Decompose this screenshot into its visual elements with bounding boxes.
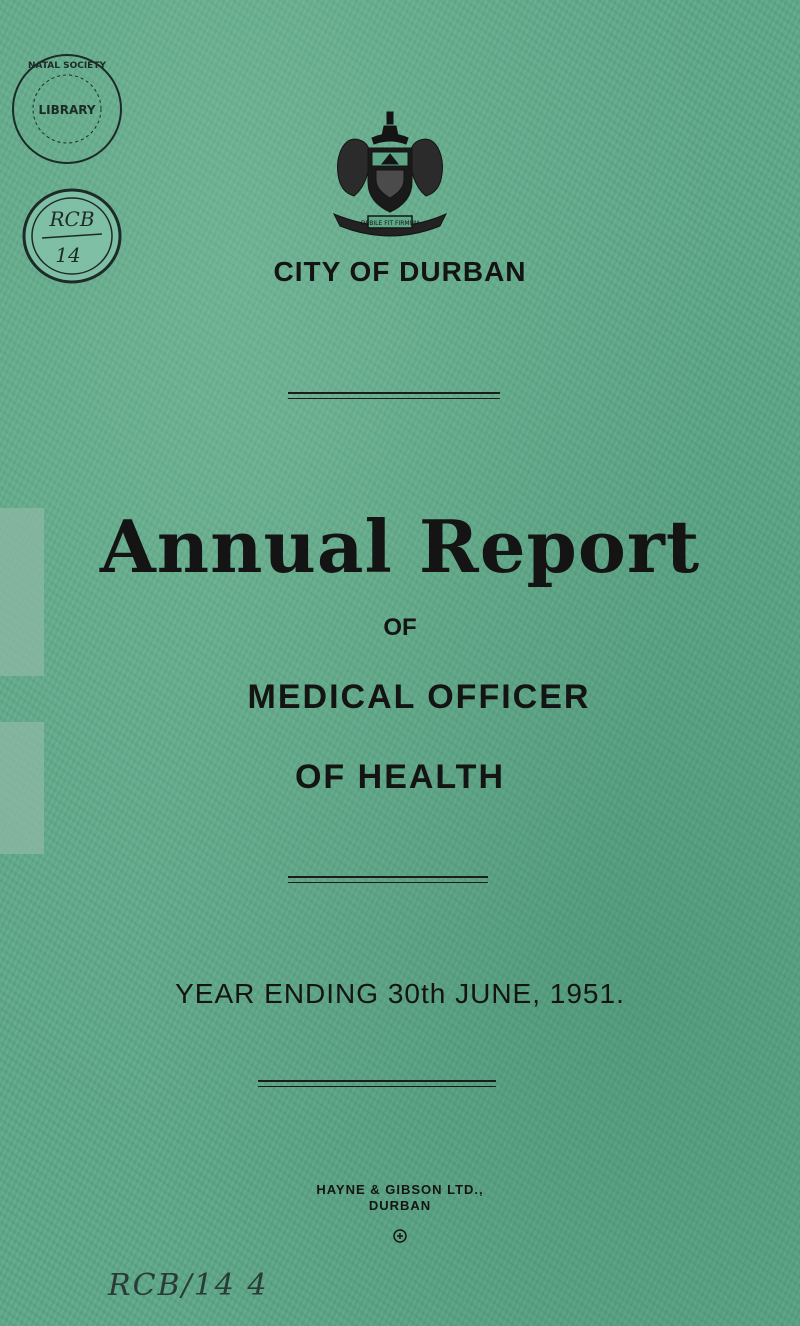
title-of-health: OF HEALTH bbox=[294, 758, 505, 796]
union-label-icon bbox=[392, 1228, 408, 1244]
report-title: Annual Report bbox=[99, 504, 701, 589]
reporting-period: YEAR ENDING 30th JUNE, 1951. bbox=[175, 978, 625, 1009]
decorative-rule bbox=[288, 876, 488, 883]
svg-text:LIBRARY: LIBRARY bbox=[38, 103, 96, 117]
decorative-rule bbox=[258, 1080, 496, 1087]
decorative-rule bbox=[288, 392, 500, 399]
durban-coat-of-arms bbox=[328, 108, 452, 244]
svg-text:RCB: RCB bbox=[49, 207, 95, 231]
handwritten-shelfmark: RCB/14 4 bbox=[108, 1268, 269, 1303]
title-of: OF bbox=[383, 614, 417, 641]
svg-text:14: 14 bbox=[55, 243, 81, 267]
svg-text:DEBILE FIT FIRMUM: DEBILE FIT FIRMUM bbox=[360, 220, 420, 227]
printer-city: DURBAN bbox=[368, 1198, 432, 1213]
printer-imprint bbox=[0, 1182, 800, 1214]
printer-name: HAYNE & GIBSON LTD., bbox=[316, 1182, 484, 1197]
library-stamp bbox=[8, 50, 126, 168]
svg-text:NATAL SOCIETY: NATAL SOCIETY bbox=[28, 61, 106, 71]
city-title: CITY OF DURBAN bbox=[273, 256, 527, 287]
title-medical-officer: MEDICAL OFFICER bbox=[247, 678, 591, 716]
